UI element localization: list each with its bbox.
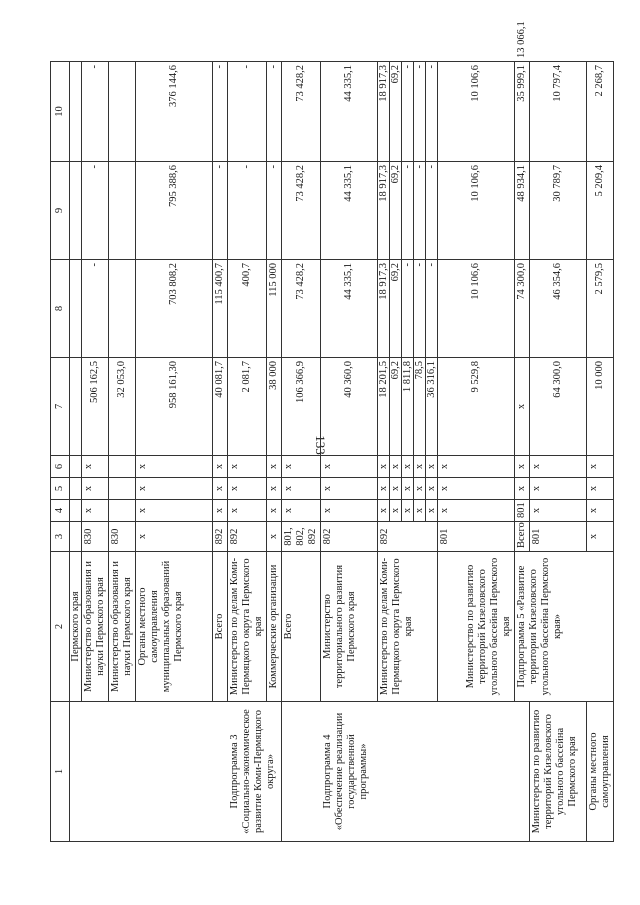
amount-cell: 73 428,2	[282, 260, 321, 358]
code-cell: 892	[213, 522, 228, 552]
cell: х	[414, 500, 426, 522]
amount-cell: 115 400,7	[213, 260, 228, 358]
amount-cell: 35 999,1	[515, 62, 530, 162]
cell: х	[378, 456, 390, 478]
amount-cell: 9 529,8	[438, 358, 515, 456]
org-cell: Органы местного самоуправления муниципальных образований Пермского края	[136, 552, 213, 702]
org-cell: Министерство по развитию территорий Кизеловского угольного бассейна Пермского края	[438, 552, 515, 702]
budget-table	[50, 21, 614, 842]
amount-cell: 10 797,4	[530, 62, 587, 162]
cell: х	[82, 478, 109, 500]
subprogram-4-name: Подпрограмма 4 «Обеспечение реализации государственной программы»	[282, 702, 530, 842]
amount-cell: 10 000	[587, 358, 614, 456]
amount-cell: -	[414, 162, 426, 260]
cell: х	[390, 500, 402, 522]
cell: х	[402, 478, 414, 500]
amount-cell: -	[426, 260, 438, 358]
cell: х	[228, 478, 267, 500]
cell: х	[82, 500, 109, 522]
amount-cell: 1 811,8	[402, 358, 414, 456]
amount-cell: 69,2	[390, 358, 402, 456]
header-col-6: 6	[51, 456, 70, 478]
amount-cell: 10 106,6	[438, 62, 515, 162]
cell: х	[402, 500, 414, 522]
amount-cell: -	[82, 260, 109, 358]
cell	[109, 456, 136, 478]
amount-cell: -	[213, 62, 228, 162]
amount-cell: 795 388,6	[136, 162, 213, 260]
amount-cell: 106 366,9	[282, 358, 321, 456]
amount-cell: 44 335,1	[321, 162, 378, 260]
subprogram-3-name: Подпрограмма 3 «Социально-экономическое развитие Коми-Пермяцкого округа»	[70, 702, 282, 842]
header-col-10: 10	[51, 62, 70, 162]
header-row	[51, 62, 70, 842]
amount-cell: 703 808,2	[136, 260, 213, 358]
amount-cell: 2 268,7	[587, 62, 614, 162]
amount-cell: 958 161,30	[136, 358, 213, 456]
cell: х	[267, 500, 282, 522]
amount-cell: -	[82, 162, 109, 260]
header-col-2: 2	[51, 552, 70, 702]
cell: х	[228, 456, 267, 478]
amount-cell: 69,2	[390, 260, 402, 358]
cell: х	[426, 456, 438, 478]
amount-cell: -	[414, 260, 426, 358]
header-col-5: 5	[51, 478, 70, 500]
header-col-7: 7	[51, 358, 70, 456]
cell: х	[213, 478, 228, 500]
cell: х	[515, 478, 530, 500]
amount-cell: 46 354,6	[530, 260, 587, 358]
amount-cell: 2 579,5	[587, 260, 614, 358]
amount-cell: 36 316,1	[426, 358, 438, 456]
cell: х	[515, 358, 530, 456]
code-cell: х	[136, 522, 213, 552]
code-cell: х	[587, 522, 614, 552]
amount-cell: -	[402, 260, 414, 358]
table-row	[530, 62, 587, 842]
cell: х	[321, 456, 378, 478]
amount-cell: -	[213, 162, 228, 260]
code-cell: 830	[109, 522, 136, 552]
code-cell: 830	[82, 522, 109, 552]
cell: х	[515, 456, 530, 478]
amount-cell: 73 428,2	[282, 162, 321, 260]
amount-cell: -	[267, 62, 282, 162]
cell: х	[228, 500, 267, 522]
amount-cell: 69,2	[390, 62, 402, 162]
org-cell: Министерство по делам Коми-Пермяцкого округа Пермского края	[378, 552, 438, 702]
amount-cell: 44 335,1	[321, 260, 378, 358]
amount-cell: -	[426, 162, 438, 260]
cell: х	[530, 456, 587, 478]
org-cell: Министерство образования и науки Пермского края	[109, 552, 136, 702]
code-cell: х	[267, 522, 282, 552]
org-cell: Органы местного самоуправления	[587, 702, 614, 842]
amount-cell: 38 000	[267, 358, 282, 456]
amount-cell: 506 162,5	[82, 358, 109, 456]
amount-cell: 40 081,7	[213, 358, 228, 456]
amount-cell: 115 000	[267, 260, 282, 358]
amount-cell	[109, 260, 136, 358]
amount-cell: 18 917,3	[378, 260, 390, 358]
header-col-9: 9	[51, 162, 70, 260]
amount-cell	[109, 162, 136, 260]
cell	[109, 478, 136, 500]
cell: х	[426, 500, 438, 522]
cell: х	[587, 456, 614, 478]
cell: х	[213, 456, 228, 478]
amount-cell: 64 300,0	[530, 358, 587, 456]
code-cell: 892	[228, 522, 267, 552]
header-col-4: 4	[51, 500, 70, 522]
amount-cell: -	[402, 162, 414, 260]
cell: х	[426, 478, 438, 500]
amount-cell: 2 081,7	[228, 358, 267, 456]
org-cell: Всего	[213, 552, 228, 702]
code-cell: 801	[530, 522, 587, 552]
budget-table-sheet	[50, 21, 611, 842]
org-cell: Министерство территориального развития Пермского края	[321, 552, 378, 702]
amount-cell: 376 144,6	[136, 62, 213, 162]
cell	[109, 500, 136, 522]
header-col-1: 1	[51, 702, 70, 842]
cell: х	[82, 456, 109, 478]
cell: х	[530, 500, 587, 522]
cell: х	[282, 456, 321, 478]
amount-cell: -	[267, 162, 282, 260]
amount-cell: 74 300,0	[515, 260, 530, 358]
amount-cell: 44 335,1	[321, 62, 378, 162]
amount-cell: 48 934,1	[515, 162, 530, 260]
cell: х	[414, 478, 426, 500]
cell: х	[378, 478, 390, 500]
org-cell: Министерство по делам Коми-Пермяцкого округа Пермского края	[228, 552, 267, 702]
code-cell: 801, 802, 892	[282, 522, 321, 552]
table-row: Подпрограмма 5 «Развитие территории Кизеловского угольного бассейна Пермского края» Всего 801 х х х 74 300,0 48 934,1 35 999,1 13 066,1	[515, 62, 530, 842]
cell: х	[402, 456, 414, 478]
cell: х	[530, 478, 587, 500]
amount-cell: 18 201,5	[378, 358, 390, 456]
cell: х	[136, 456, 213, 478]
cell: х	[136, 500, 213, 522]
amount-cell: -	[426, 62, 438, 162]
cell: х	[321, 478, 378, 500]
amount-cell: 40 360,0	[321, 358, 378, 456]
amount-cell	[109, 62, 136, 162]
cell: х	[438, 500, 515, 522]
cell: х	[587, 478, 614, 500]
amount-cell: -	[402, 62, 414, 162]
cell: х	[213, 500, 228, 522]
amount-cell: 69,2	[390, 162, 402, 260]
code-cell: 892	[378, 522, 438, 552]
amount-cell: 18 917,3	[378, 162, 390, 260]
org-cell: Всего	[282, 552, 321, 702]
code-cell: 801	[438, 522, 515, 552]
table-row	[282, 62, 321, 842]
page-number: 133	[313, 435, 328, 455]
org-cell: Всего	[515, 522, 530, 552]
amount-cell: 10 106,6	[438, 162, 515, 260]
amount-cell: 5 209,4	[587, 162, 614, 260]
amount-cell: 32 053,0	[109, 358, 136, 456]
cell: х	[321, 500, 378, 522]
cell: х	[282, 478, 321, 500]
amount-cell: -	[228, 162, 267, 260]
header-col-8: 8	[51, 260, 70, 358]
amount-cell: 73 428,2	[282, 62, 321, 162]
cell: х	[438, 478, 515, 500]
org-cell: Коммерческие организации	[267, 552, 282, 702]
org-cell: Пермского края	[70, 552, 82, 702]
table-row	[70, 62, 82, 842]
amount-cell: 18 917,3	[378, 62, 390, 162]
amount-cell: 30 789,7	[530, 162, 587, 260]
amount-cell: -	[228, 62, 267, 162]
cell: х	[390, 456, 402, 478]
cell: х	[438, 456, 515, 478]
cell: х	[267, 456, 282, 478]
table-row	[587, 62, 614, 842]
code-cell: 802	[321, 522, 378, 552]
amount-cell: 400,7	[228, 260, 267, 358]
cell: х	[267, 478, 282, 500]
amount-cell: -	[82, 62, 109, 162]
code-cell: 801	[515, 500, 530, 522]
amount-cell: 78,5	[414, 358, 426, 456]
subprogram-5-name: Подпрограмма 5 «Развитие территории Кизеловского угольного бассейна Пермского края»	[515, 552, 614, 702]
cell: х	[414, 456, 426, 478]
cell: х	[587, 500, 614, 522]
org-cell: Министерство по развитию территорий Кизеловского угольного бассейна Пермского края	[530, 702, 587, 842]
cell: х	[390, 478, 402, 500]
cell: х	[378, 500, 390, 522]
cell: х	[282, 500, 321, 522]
amount-cell: -	[414, 62, 426, 162]
org-cell: Министерство образования и науки Пермского края	[82, 552, 109, 702]
cell: х	[136, 478, 213, 500]
amount-cell: 10 106,6	[438, 260, 515, 358]
header-col-3: 3	[51, 522, 70, 552]
